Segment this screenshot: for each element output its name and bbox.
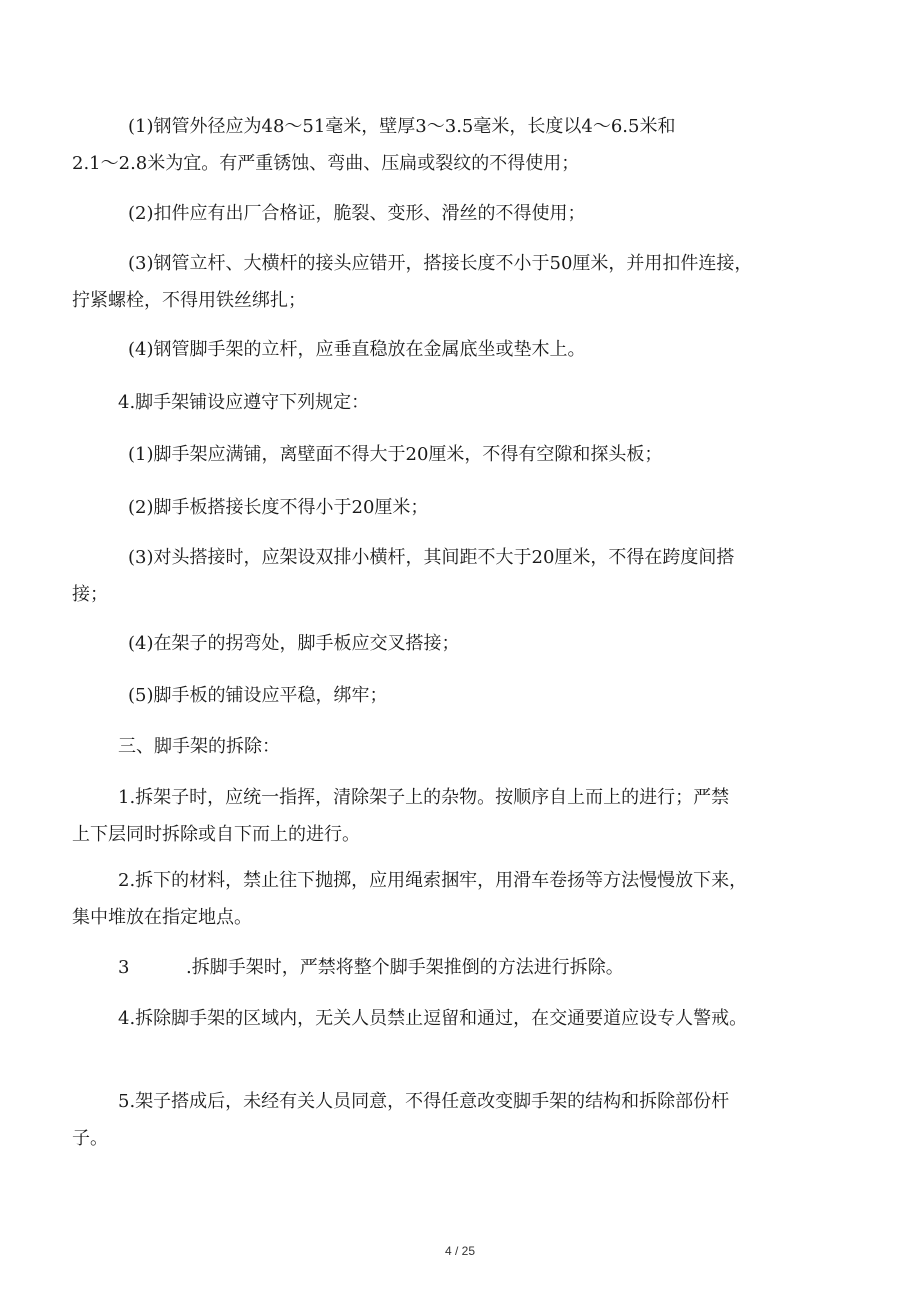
paragraph-line: 子。 <box>72 1128 108 1149</box>
paragraph-line: (4)在架子的拐弯处，脚手板应交叉搭接； <box>128 633 460 654</box>
paragraph-line: (1)钢管外径应为48～51毫米，壁厚3～3.5毫米，长度以4～6.5米和 <box>128 116 676 137</box>
paragraph-line <box>72 949 852 986</box>
paragraph-line: (1)脚手架应满铺，离壁面不得大于20厘米，不得有空隙和探头板； <box>128 444 663 465</box>
paragraph-line: 2.拆下的材料，禁止往下抛掷，应用绳索捆牢，用滑车卷扬等方法慢慢放下来， <box>118 870 748 891</box>
paragraph-line: 拧紧螺栓，不得用铁丝绑扎； <box>72 290 306 311</box>
paragraph-line: 集中堆放在指定地点。 <box>72 907 252 928</box>
paragraph-dismantle-4 <box>72 1000 852 1037</box>
list-number: 3 <box>118 957 130 978</box>
paragraph-line: (2)扣件应有出厂合格证，脆裂、变形、滑丝的不得使用； <box>128 203 586 224</box>
page-number: 4 / 25 <box>444 1244 476 1258</box>
paragraph-dismantle-2 <box>72 862 852 936</box>
paragraph-line: 1.拆架子时，应统一指挥，清除架子上的杂物。按顺序自上而上的进行；严禁 <box>118 787 730 808</box>
paragraph-line: 2.1～2.8米为宜。有严重锈蚀、弯曲、压扁或裂纹的不得使用； <box>72 153 580 174</box>
paragraph-line: (3)对头搭接时，应架设双排小横杆，其间距不大于20厘米，不得在跨度间搭 <box>128 547 735 568</box>
paragraph-line: 4.脚手架铺设应遵守下列规定： <box>118 392 370 413</box>
paragraph-joint <box>72 245 852 319</box>
paragraph-line: (2)脚手板搭接长度不得小于20厘米； <box>128 497 429 518</box>
paragraph-line: (4)钢管脚手架的立杆，应垂直稳放在金属底坐或垫木上。 <box>128 339 586 360</box>
paragraph-line: 接； <box>72 584 108 605</box>
section-heading-laying <box>72 384 852 421</box>
paragraph-fastener <box>72 195 852 232</box>
paragraph-butt-joint <box>72 539 852 613</box>
section-heading-dismantling <box>72 728 852 765</box>
paragraph-line: 上下层同时拆除或自下而上的进行。 <box>72 824 360 845</box>
paragraph-dismantle-5 <box>72 1083 852 1157</box>
paragraph-corner <box>72 625 852 662</box>
paragraph-full-laying <box>72 436 852 473</box>
paragraph-line: 4.拆除脚手架的区域内，无关人员禁止逗留和通过，在交通要道应设专人警戒。 <box>118 1008 748 1029</box>
paragraph-stable <box>72 677 852 714</box>
paragraph-steel-tube-spec <box>72 108 852 182</box>
paragraph-dismantle-1 <box>72 779 852 853</box>
paragraph-line: (3)钢管立杆、大横杆的接头应错开，搭接长度不小于50厘米，并用扣件连接， <box>128 253 753 274</box>
paragraph-overlap <box>72 489 852 526</box>
list-text: .拆脚手架时，严禁将整个脚手架推倒的方法进行拆除。 <box>186 957 624 978</box>
paragraph-line: 三、脚手架的拆除： <box>118 736 280 757</box>
paragraph-upright <box>72 331 852 368</box>
paragraph-line: 5.架子搭成后，未经有关人员同意，不得任意改变脚手架的结构和拆除部份杆 <box>118 1091 730 1112</box>
paragraph-line: (5)脚手板的铺设应平稳，绑牢； <box>128 685 388 706</box>
paragraph-dismantle-3 <box>72 949 852 986</box>
